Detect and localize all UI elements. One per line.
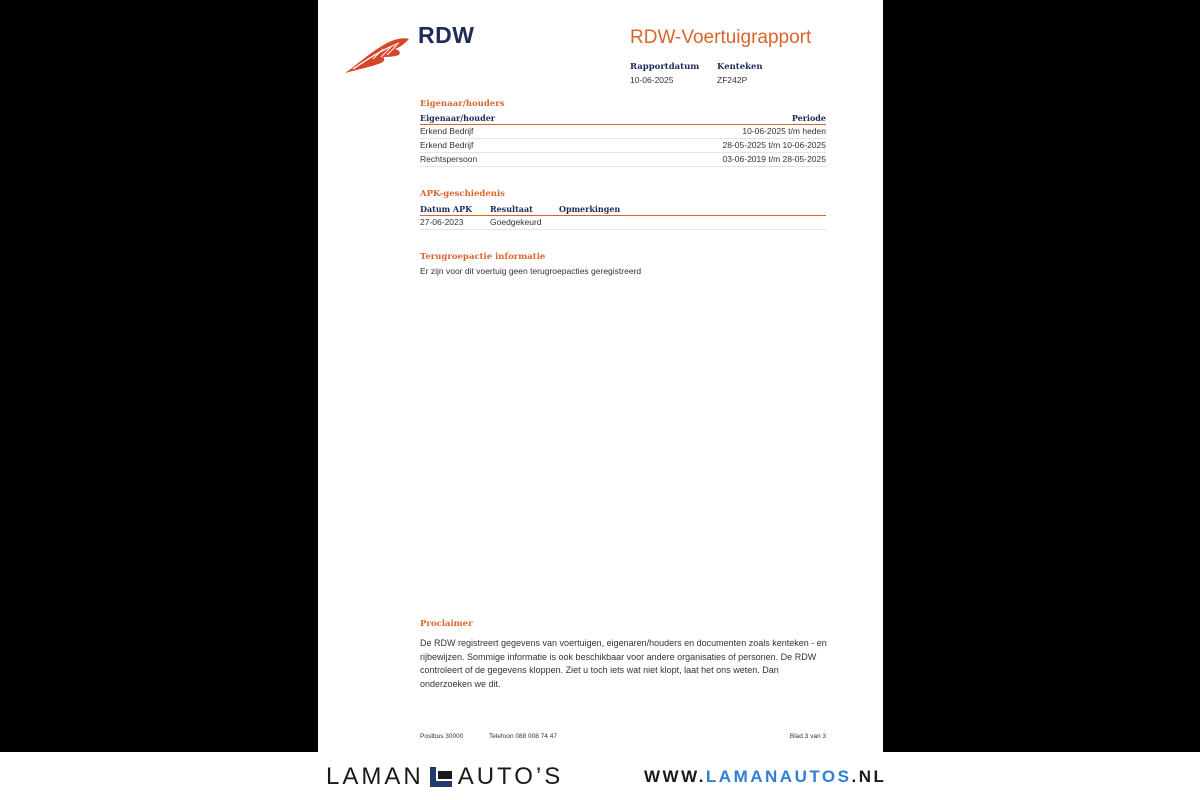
watermark-url [644, 767, 886, 787]
table-row [420, 153, 826, 167]
apk-table-header [420, 203, 826, 216]
apk-date-cell: 27-06-2023 [420, 217, 464, 227]
watermark-banner [0, 752, 1200, 800]
plate-value: ZF242P [717, 75, 748, 85]
apk-col-result: Resultaat [490, 204, 533, 214]
recall-section-title: Terugroepactie informatie [420, 252, 546, 262]
owner-cell: Rechtspersoon [420, 154, 478, 164]
rdw-feather-logo-icon [343, 35, 411, 75]
owners-section-title: Eigenaar/houders [420, 99, 505, 109]
table-row [420, 125, 826, 139]
period-cell: 28-05-2025 t/m 10-06-2025 [722, 140, 826, 150]
report-date-label: Rapportdatum [630, 62, 700, 72]
watermark-brand-part2: AUTO’S [457, 763, 564, 790]
apk-col-remarks: Opmerkingen [559, 204, 621, 214]
plate-block [717, 62, 763, 85]
owners-table [420, 112, 826, 167]
watermark-url-suffix: .NL [851, 767, 887, 786]
rdw-logo-text: RDW [418, 22, 475, 48]
report-date-block [630, 62, 699, 85]
period-cell: 03-06-2019 t/m 28-05-2025 [722, 154, 826, 164]
proclaimer-text: De RDW registreert gegevens van voertuigen, eigenaren/houders en documenten zoals kenteken - en rijbewijzen. Sommige informatie is ook beschikbaar voor andere organisaties of personen. De RDW controleert of de gegevens kloppen. Ziet u toch iets wat niet klopt, laat het ons weten. Dan onderzoeken we dit. [420, 638, 827, 689]
footer-postbus: Postbus 30000 [420, 733, 464, 740]
watermark-brand [326, 763, 563, 791]
proclaimer-section-title: Proclaimer [420, 619, 473, 629]
plate-label: Kenteken [717, 62, 763, 72]
apk-result-cell: Goedgekeurd [490, 217, 542, 227]
period-cell: 10-06-2025 t/m heden [742, 126, 826, 136]
report-page [318, 0, 883, 800]
table-row [420, 139, 826, 153]
owner-cell: Erkend Bedrijf [420, 126, 474, 136]
report-date-value: 10-06-2025 [630, 75, 674, 85]
watermark-url-accent: LAMANAUTOS [705, 767, 852, 786]
footer-page-number: Blad 3 van 3 [789, 733, 826, 740]
watermark-url-prefix: WWW. [644, 767, 706, 786]
recall-text: Er zijn voor dit voertuig geen terugroepacties geregistreerd [420, 266, 642, 276]
owner-cell: Erkend Bedrijf [420, 140, 474, 150]
report-title: RDW-Voertuigrapport [630, 27, 812, 48]
table-row [420, 216, 826, 230]
owners-col-owner: Eigenaar/houder [420, 113, 496, 123]
owners-col-period: Periode [791, 113, 826, 123]
owners-table-header [420, 112, 826, 125]
apk-table [420, 203, 826, 230]
laman-l-logo-icon [430, 767, 452, 787]
apk-section-title: APK-geschiedenis [420, 189, 505, 199]
footer-phone: Telefoon 088 008 74 47 [489, 733, 557, 740]
apk-col-date: Datum APK [420, 204, 473, 214]
watermark-brand-part1: LAMAN [326, 763, 424, 790]
